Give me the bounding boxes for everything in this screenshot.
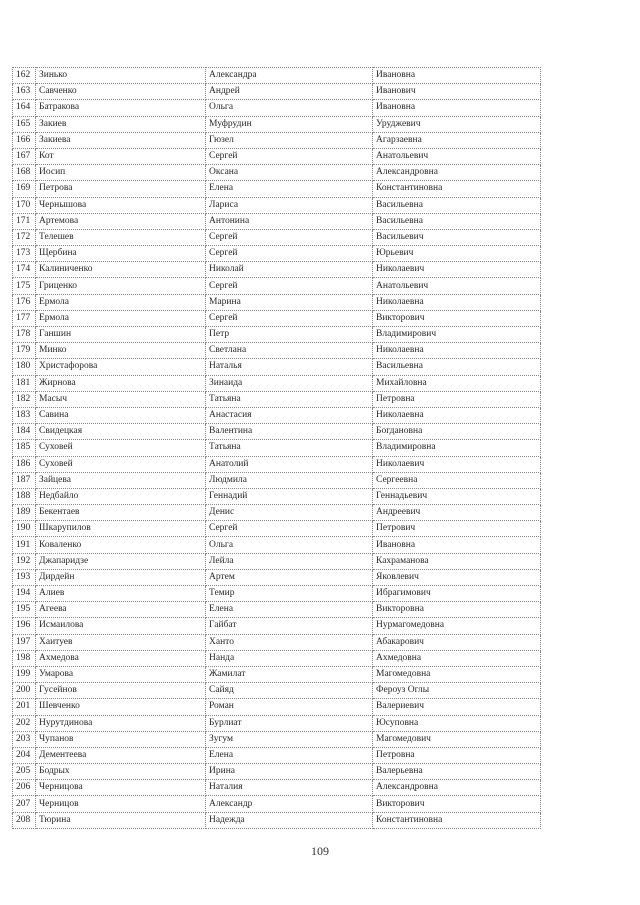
table-row: [13, 100, 541, 116]
table-row: [13, 424, 541, 440]
row-number-cell: 199: [13, 666, 36, 682]
row-number-cell: 206: [13, 780, 36, 796]
row-number-cell: 183: [13, 407, 36, 423]
first-name-cell: Валентина: [206, 424, 373, 440]
table-row: [13, 569, 541, 585]
first-name-cell: Александра: [206, 68, 373, 84]
patronymic-cell: Васильевна: [373, 213, 541, 229]
patronymic-cell: Петровна: [373, 391, 541, 407]
patronymic-cell: Петрович: [373, 521, 541, 537]
first-name-cell: Зугум: [206, 731, 373, 747]
table-row: [13, 683, 541, 699]
table-row: [13, 650, 541, 666]
row-number-cell: 173: [13, 246, 36, 262]
patronymic-cell: Владимировна: [373, 440, 541, 456]
table-row: [13, 521, 541, 537]
table-row: [13, 472, 541, 488]
patronymic-cell: Викторович: [373, 796, 541, 812]
first-name-cell: Гайбат: [206, 618, 373, 634]
table-row: [13, 440, 541, 456]
row-number-cell: 164: [13, 100, 36, 116]
patronymic-cell: Константиновна: [373, 181, 541, 197]
last-name-cell: Ермола: [36, 310, 206, 326]
last-name-cell: Телешев: [36, 229, 206, 245]
table-row: [13, 505, 541, 521]
last-name-cell: Тюрина: [36, 812, 206, 828]
patronymic-cell: Абакарович: [373, 634, 541, 650]
patronymic-cell: Андреевич: [373, 505, 541, 521]
row-number-cell: 181: [13, 375, 36, 391]
last-name-cell: Батракова: [36, 100, 206, 116]
table-row: [13, 780, 541, 796]
table-row: [13, 375, 541, 391]
patronymic-cell: Ивановна: [373, 537, 541, 553]
row-number-cell: 192: [13, 553, 36, 569]
first-name-cell: Ольга: [206, 100, 373, 116]
first-name-cell: Зинаида: [206, 375, 373, 391]
first-name-cell: Светлана: [206, 343, 373, 359]
row-number-cell: 196: [13, 618, 36, 634]
first-name-cell: Оксана: [206, 165, 373, 181]
first-name-cell: Елена: [206, 181, 373, 197]
row-number-cell: 186: [13, 456, 36, 472]
table-row: [13, 618, 541, 634]
table-row: [13, 553, 541, 569]
table-row: [13, 731, 541, 747]
last-name-cell: Гриценко: [36, 278, 206, 294]
patronymic-cell: Ивановна: [373, 100, 541, 116]
first-name-cell: Анастасия: [206, 407, 373, 423]
last-name-cell: Зинько: [36, 68, 206, 84]
table-row: [13, 327, 541, 343]
names-table: [12, 67, 541, 829]
row-number-cell: 162: [13, 68, 36, 84]
table-row: [13, 213, 541, 229]
first-name-cell: Нанда: [206, 650, 373, 666]
row-number-cell: 203: [13, 731, 36, 747]
last-name-cell: Хаитуев: [36, 634, 206, 650]
patronymic-cell: Александровна: [373, 165, 541, 181]
first-name-cell: Надежда: [206, 812, 373, 828]
last-name-cell: Шкарупилов: [36, 521, 206, 537]
first-name-cell: Марина: [206, 294, 373, 310]
last-name-cell: Петрова: [36, 181, 206, 197]
table-row: [13, 132, 541, 148]
row-number-cell: 175: [13, 278, 36, 294]
last-name-cell: Ганшин: [36, 327, 206, 343]
table-row: [13, 586, 541, 602]
first-name-cell: Татьяна: [206, 391, 373, 407]
last-name-cell: Минко: [36, 343, 206, 359]
first-name-cell: Людмила: [206, 472, 373, 488]
last-name-cell: Закиев: [36, 116, 206, 132]
table-row: [13, 391, 541, 407]
row-number-cell: 194: [13, 586, 36, 602]
first-name-cell: Геннадий: [206, 488, 373, 504]
patronymic-cell: Ибрагимович: [373, 586, 541, 602]
patronymic-cell: Нурмагомедовна: [373, 618, 541, 634]
patronymic-cell: Васильевна: [373, 359, 541, 375]
last-name-cell: Иосип: [36, 165, 206, 181]
patronymic-cell: Магомедовна: [373, 666, 541, 682]
row-number-cell: 182: [13, 391, 36, 407]
first-name-cell: Лариса: [206, 197, 373, 213]
patronymic-cell: Анатольевич: [373, 278, 541, 294]
row-number-cell: 197: [13, 634, 36, 650]
table-row: [13, 407, 541, 423]
last-name-cell: Суховей: [36, 456, 206, 472]
page-number: 109: [311, 844, 329, 858]
patronymic-cell: Петровна: [373, 747, 541, 763]
patronymic-cell: Константиновна: [373, 812, 541, 828]
row-number-cell: 168: [13, 165, 36, 181]
table-row: [13, 699, 541, 715]
table-row: [13, 812, 541, 828]
row-number-cell: 170: [13, 197, 36, 213]
first-name-cell: Сергей: [206, 148, 373, 164]
table-row: [13, 796, 541, 812]
last-name-cell: Гусейнов: [36, 683, 206, 699]
first-name-cell: Сергей: [206, 246, 373, 262]
table-row: [13, 294, 541, 310]
row-number-cell: 207: [13, 796, 36, 812]
patronymic-cell: Викторовна: [373, 602, 541, 618]
row-number-cell: 178: [13, 327, 36, 343]
first-name-cell: Сергей: [206, 521, 373, 537]
row-number-cell: 208: [13, 812, 36, 828]
row-number-cell: 198: [13, 650, 36, 666]
first-name-cell: Бурлиат: [206, 715, 373, 731]
patronymic-cell: Сергеевна: [373, 472, 541, 488]
last-name-cell: Умарова: [36, 666, 206, 682]
first-name-cell: Елена: [206, 602, 373, 618]
table-row: [13, 165, 541, 181]
table-row: [13, 68, 541, 84]
last-name-cell: Ермола: [36, 294, 206, 310]
last-name-cell: Артемова: [36, 213, 206, 229]
first-name-cell: Гюзел: [206, 132, 373, 148]
row-number-cell: 188: [13, 488, 36, 504]
patronymic-cell: Юрьевич: [373, 246, 541, 262]
row-number-cell: 166: [13, 132, 36, 148]
first-name-cell: Ольга: [206, 537, 373, 553]
last-name-cell: Ахмедова: [36, 650, 206, 666]
first-name-cell: Петр: [206, 327, 373, 343]
row-number-cell: 200: [13, 683, 36, 699]
last-name-cell: Масыч: [36, 391, 206, 407]
patronymic-cell: Иванович: [373, 84, 541, 100]
first-name-cell: Николай: [206, 262, 373, 278]
last-name-cell: Калиниченко: [36, 262, 206, 278]
patronymic-cell: Валериевич: [373, 699, 541, 715]
table-row: [13, 764, 541, 780]
last-name-cell: Недбайло: [36, 488, 206, 504]
names-table-body: [13, 68, 541, 829]
table-row: [13, 246, 541, 262]
table-row: [13, 229, 541, 245]
row-number-cell: 180: [13, 359, 36, 375]
row-number-cell: 167: [13, 148, 36, 164]
row-number-cell: 187: [13, 472, 36, 488]
last-name-cell: Шевченко: [36, 699, 206, 715]
first-name-cell: Жамилат: [206, 666, 373, 682]
patronymic-cell: Васильевна: [373, 197, 541, 213]
table-row: [13, 343, 541, 359]
first-name-cell: Анатолий: [206, 456, 373, 472]
patronymic-cell: Геннадьевич: [373, 488, 541, 504]
last-name-cell: Зайцева: [36, 472, 206, 488]
patronymic-cell: Валерьевна: [373, 764, 541, 780]
last-name-cell: Чупанов: [36, 731, 206, 747]
first-name-cell: Татьяна: [206, 440, 373, 456]
last-name-cell: Щербина: [36, 246, 206, 262]
row-number-cell: 201: [13, 699, 36, 715]
last-name-cell: Черницова: [36, 780, 206, 796]
row-number-cell: 163: [13, 84, 36, 100]
last-name-cell: Коваленко: [36, 537, 206, 553]
patronymic-cell: Анатольевич: [373, 148, 541, 164]
table-row: [13, 148, 541, 164]
first-name-cell: Лейла: [206, 553, 373, 569]
row-number-cell: 193: [13, 569, 36, 585]
patronymic-cell: Николаевна: [373, 343, 541, 359]
row-number-cell: 179: [13, 343, 36, 359]
row-number-cell: 177: [13, 310, 36, 326]
row-number-cell: 205: [13, 764, 36, 780]
last-name-cell: Бодрых: [36, 764, 206, 780]
row-number-cell: 195: [13, 602, 36, 618]
patronymic-cell: Николаевич: [373, 262, 541, 278]
patronymic-cell: Николаевич: [373, 456, 541, 472]
last-name-cell: Свидецкая: [36, 424, 206, 440]
table-row: [13, 262, 541, 278]
first-name-cell: Роман: [206, 699, 373, 715]
table-row: [13, 666, 541, 682]
first-name-cell: Елена: [206, 747, 373, 763]
last-name-cell: Кот: [36, 148, 206, 164]
table-row: [13, 84, 541, 100]
patronymic-cell: Владимирович: [373, 327, 541, 343]
table-row: [13, 359, 541, 375]
patronymic-cell: Кахраманова: [373, 553, 541, 569]
row-number-cell: 189: [13, 505, 36, 521]
table-row: [13, 634, 541, 650]
row-number-cell: 165: [13, 116, 36, 132]
row-number-cell: 171: [13, 213, 36, 229]
row-number-cell: 174: [13, 262, 36, 278]
table-row: [13, 310, 541, 326]
patronymic-cell: Александровна: [373, 780, 541, 796]
first-name-cell: Сергей: [206, 229, 373, 245]
last-name-cell: Жирнова: [36, 375, 206, 391]
row-number-cell: 172: [13, 229, 36, 245]
table-row: [13, 181, 541, 197]
table-row: [13, 715, 541, 731]
first-name-cell: Александр: [206, 796, 373, 812]
row-number-cell: 185: [13, 440, 36, 456]
table-row: [13, 116, 541, 132]
row-number-cell: 184: [13, 424, 36, 440]
last-name-cell: Савина: [36, 407, 206, 423]
last-name-cell: Христафорова: [36, 359, 206, 375]
first-name-cell: Сергей: [206, 310, 373, 326]
patronymic-cell: Викторович: [373, 310, 541, 326]
last-name-cell: Дементеева: [36, 747, 206, 763]
row-number-cell: 190: [13, 521, 36, 537]
last-name-cell: Алиев: [36, 586, 206, 602]
row-number-cell: 202: [13, 715, 36, 731]
table-row: [13, 197, 541, 213]
first-name-cell: Артем: [206, 569, 373, 585]
patronymic-cell: Фероуз Оглы: [373, 683, 541, 699]
patronymic-cell: Васильевич: [373, 229, 541, 245]
first-name-cell: Наталия: [206, 780, 373, 796]
patronymic-cell: Богдановна: [373, 424, 541, 440]
first-name-cell: Темир: [206, 586, 373, 602]
last-name-cell: Чернышова: [36, 197, 206, 213]
last-name-cell: Нурутдинова: [36, 715, 206, 731]
table-row: [13, 537, 541, 553]
patronymic-cell: Яковлевич: [373, 569, 541, 585]
patronymic-cell: Николаевна: [373, 407, 541, 423]
row-number-cell: 176: [13, 294, 36, 310]
row-number-cell: 169: [13, 181, 36, 197]
first-name-cell: Наталья: [206, 359, 373, 375]
patronymic-cell: Николаевна: [373, 294, 541, 310]
row-number-cell: 204: [13, 747, 36, 763]
patronymic-cell: Магомедович: [373, 731, 541, 747]
first-name-cell: Андрей: [206, 84, 373, 100]
patronymic-cell: Юсуповна: [373, 715, 541, 731]
last-name-cell: Дирдейн: [36, 569, 206, 585]
table-row: [13, 602, 541, 618]
last-name-cell: Суховей: [36, 440, 206, 456]
last-name-cell: Бекентаев: [36, 505, 206, 521]
patronymic-cell: Михайловна: [373, 375, 541, 391]
last-name-cell: Агеева: [36, 602, 206, 618]
first-name-cell: Сайяд: [206, 683, 373, 699]
first-name-cell: Ханто: [206, 634, 373, 650]
table-row: [13, 747, 541, 763]
last-name-cell: Савченко: [36, 84, 206, 100]
first-name-cell: Ирина: [206, 764, 373, 780]
last-name-cell: Черницов: [36, 796, 206, 812]
table-row: [13, 456, 541, 472]
patronymic-cell: Ахмедовна: [373, 650, 541, 666]
table-row: [13, 488, 541, 504]
table-row: [13, 278, 541, 294]
first-name-cell: Сергей: [206, 278, 373, 294]
first-name-cell: Антонина: [206, 213, 373, 229]
last-name-cell: Исмаилова: [36, 618, 206, 634]
first-name-cell: Денис: [206, 505, 373, 521]
patronymic-cell: Агарзаевна: [373, 132, 541, 148]
last-name-cell: Джапаридзе: [36, 553, 206, 569]
row-number-cell: 191: [13, 537, 36, 553]
first-name-cell: Муфрудин: [206, 116, 373, 132]
last-name-cell: Закиева: [36, 132, 206, 148]
patronymic-cell: Ивановна: [373, 68, 541, 84]
patronymic-cell: Уруджевич: [373, 116, 541, 132]
